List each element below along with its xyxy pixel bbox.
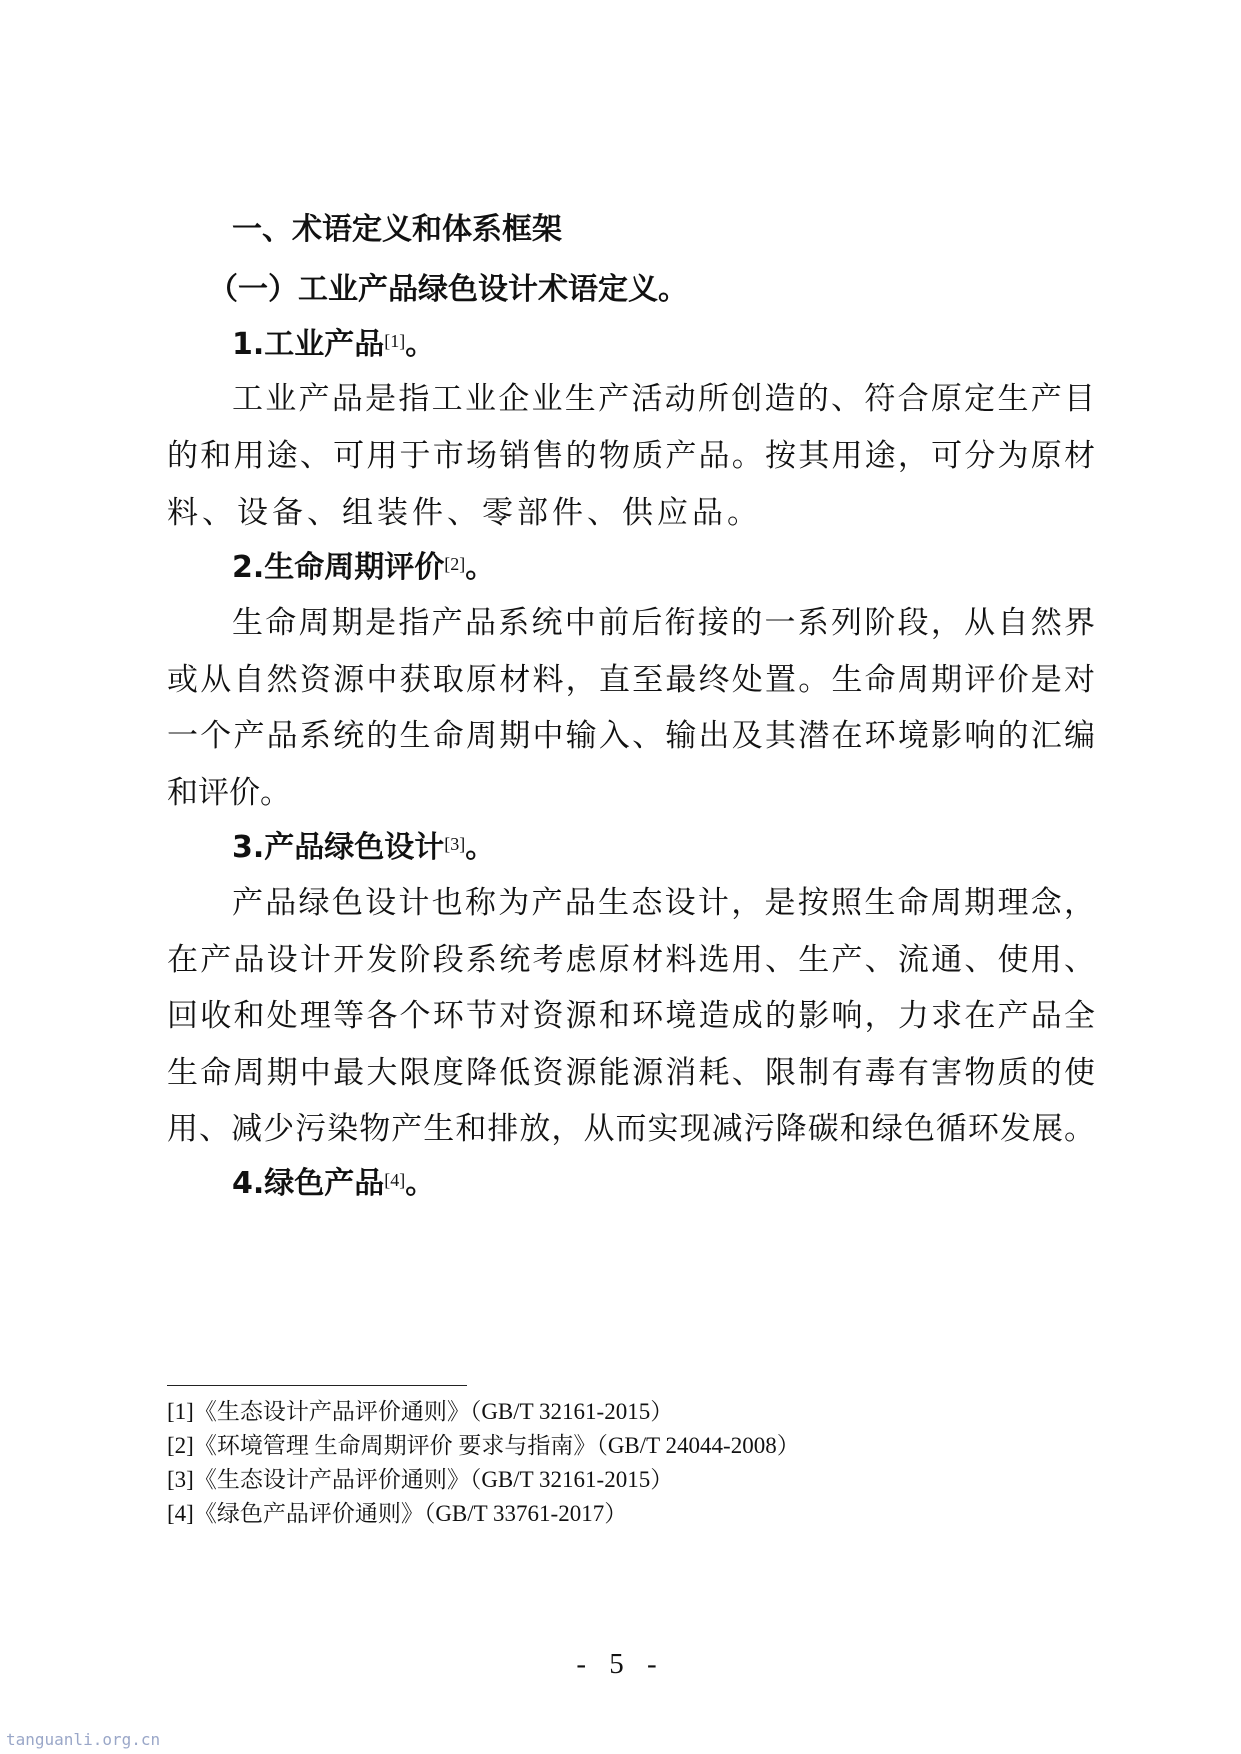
subsection-heading: （一）工业产品绿色设计术语定义。 (208, 272, 688, 307)
paragraph-line: 一个产品系统的生命周期中输入、输出及其潜在环境影响的汇编 (167, 718, 1095, 754)
section-heading: 一、术语定义和体系框架 (232, 212, 562, 247)
paragraph-line: 产品绿色设计也称为产品生态设计，是按照生命周期理念， (232, 885, 1095, 921)
paragraph-line: 和评价。 (167, 775, 291, 811)
footnote: [3]《生态设计产品评价通则》（GB/T 32161-2015） (167, 1467, 674, 1492)
footnote-ref[interactable]: [4] (384, 1170, 406, 1190)
footnote: [4]《绿色产品评价通则》（GB/T 33761-2017） (167, 1501, 628, 1526)
footnote-ref[interactable]: [3] (444, 834, 466, 854)
term-heading: 4.绿色产品[4]。 (232, 1166, 436, 1201)
paragraph-line: 生命周期是指产品系统中前后衔接的一系列阶段，从自然界 (232, 605, 1095, 641)
term-heading: 2.生命周期评价[2]。 (232, 550, 496, 585)
page-number: - 5 - (576, 1648, 665, 1680)
footnote: [1]《生态设计产品评价通则》（GB/T 32161-2015） (167, 1399, 674, 1424)
footnote-divider (167, 1385, 467, 1386)
term-heading: 3.产品绿色设计[3]。 (232, 830, 496, 865)
footnote: [2]《环境管理 生命周期评价 要求与指南》（GB/T 24044-2008） (167, 1433, 800, 1458)
footnote-ref[interactable]: [2] (444, 554, 466, 574)
term-heading: 1.工业产品[1]。 (232, 327, 436, 362)
paragraph-line: 生命周期中最大限度降低资源能源消耗、限制有毒有害物质的使 (167, 1055, 1095, 1091)
paragraph-line: 用、减少污染物产生和排放，从而实现减污降碳和绿色循环发展。 (167, 1111, 1095, 1147)
paragraph-line: 或从自然资源中获取原材料，直至最终处置。生命周期评价是对 (167, 662, 1095, 698)
watermark: tanguanli.org.cn (6, 1730, 161, 1749)
paragraph-line: 料、设备、组装件、零部件、供应品。 (167, 495, 762, 531)
paragraph-line: 回收和处理等各个环节对资源和环境造成的影响，力求在产品全 (167, 998, 1095, 1034)
footnote-ref[interactable]: [1] (384, 331, 406, 351)
paragraph-line: 在产品设计开发阶段系统考虑原材料选用、生产、流通、使用、 (167, 942, 1095, 978)
paragraph-line: 工业产品是指工业企业生产活动所创造的、符合原定生产目 (232, 381, 1095, 417)
paragraph-line: 的和用途、可用于市场销售的物质产品。按其用途，可分为原材 (167, 438, 1095, 474)
